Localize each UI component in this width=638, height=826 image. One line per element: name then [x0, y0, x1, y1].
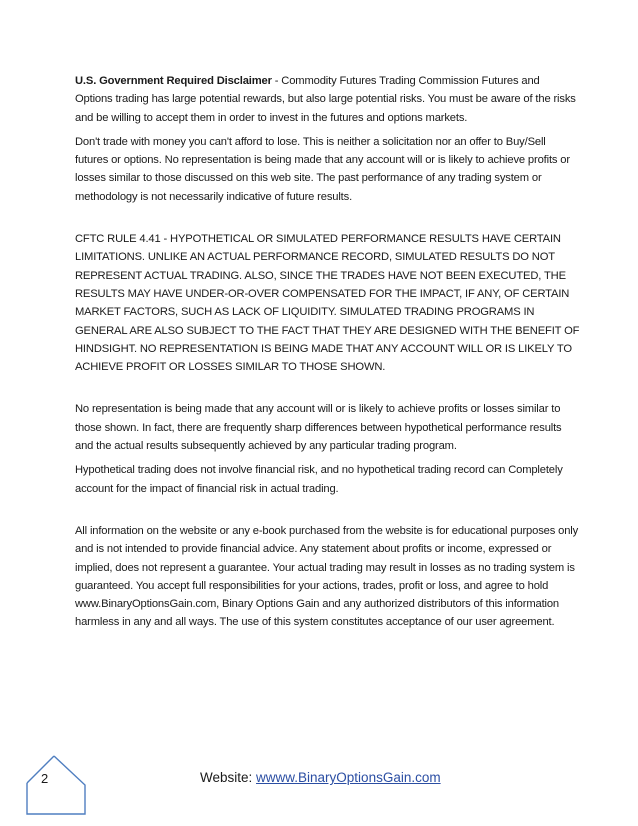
page-number: 2 — [41, 771, 49, 786]
disclaimer-paragraph-1 — [75, 72, 580, 127]
disclaimer-paragraph-5: Hypothetical trading does not involve financial risk, and no hypothetical trading record can Completely account for the impact of financial risk in actual trading. — [75, 464, 563, 495]
disclaimer-paragraph-6: All information on the website or any e-book purchased from the website is for educational purposes only and is not intended to provide financial advice. Any statement about profits or income, expressed or implied, does not represent a guarantee. Your actual trading may result in losses as no trading system is guaranteed. You accept full responsibilities for your actions, trades, profit or loss, and agree to hold www.BinaryOptionsGain.com, Binary Options Gain and any authorized distributors of this information harmless in any and all ways. The use of this system constitutes acceptance of our user agreement. — [75, 524, 579, 629]
website-label: Website: — [200, 770, 257, 785]
cftc-rule-paragraph: CFTC RULE 4.41 - HYPOTHETICAL OR SIMULATED PERFORMANCE RESULTS HAVE CERTAIN LIMITATIONS. UNLIKE AN ACTUAL PERFORMANCE RECORD, SIMULATED RESULTS DO NOT REPRESENT ACTUAL TRADING. ALSO, SINCE THE TRADES HAVE NOT BEEN EXECUTED, THE RESULTS MAY HAVE UNDER-OR-OVER COMPENSATED FOR THE IMPACT, IF ANY, OF CERTAIN MARKET FACTORS, SUCH AS LACK OF LIQUIDITY. SIMULATED TRADING PROGRAMS IN GENERAL ARE ALSO SUBJECT TO THE FACT THAT THEY ARE DESIGNED WITH THE BENEFIT OF HINDSIGHT. NO REPRESENTATION IS BEING MADE THAT ANY ACCOUNT WILL OR IS LIKELY TO ACHIEVE PROFIT OR LOSSES SIMILAR TO THOSE SHOWN. — [75, 233, 580, 374]
page-footer — [0, 755, 638, 815]
disclaimer-paragraph-2: Don't trade with money you can't afford to lose. This is neither a solicitation nor an offer to Buy/Sell futures or options. No representation is being made that any account will or is likely to achieve profits or losses similar to those discussed on this web site. The past performance of any trading system or methodology is not necessarily indicative of future results. — [75, 135, 570, 203]
website-link[interactable]: wwww.BinaryOptionsGain.com — [256, 770, 441, 785]
disclaimer-paragraph-4: No representation is being made that any account will or is likely to achieve profits or losses similar to those shown. In fact, there are frequently sharp differences between hypothetical performance results and the actual results subsequently achieved by any particular trading program. — [75, 403, 562, 453]
website-footer — [200, 770, 441, 785]
disclaimer-paragraph-1-text: - Commodity Futures Trading Commission Futures and Options trading has large potential rewards, but also large potential risks. You must be aware of the risks and be willing to accept them in order to invest in the futures and options markets. — [75, 75, 576, 124]
disclaimer-heading: U.S. Government Required Disclaimer — [75, 75, 272, 87]
disclaimer-body — [75, 72, 580, 632]
page-number-corner-icon — [26, 755, 86, 815]
